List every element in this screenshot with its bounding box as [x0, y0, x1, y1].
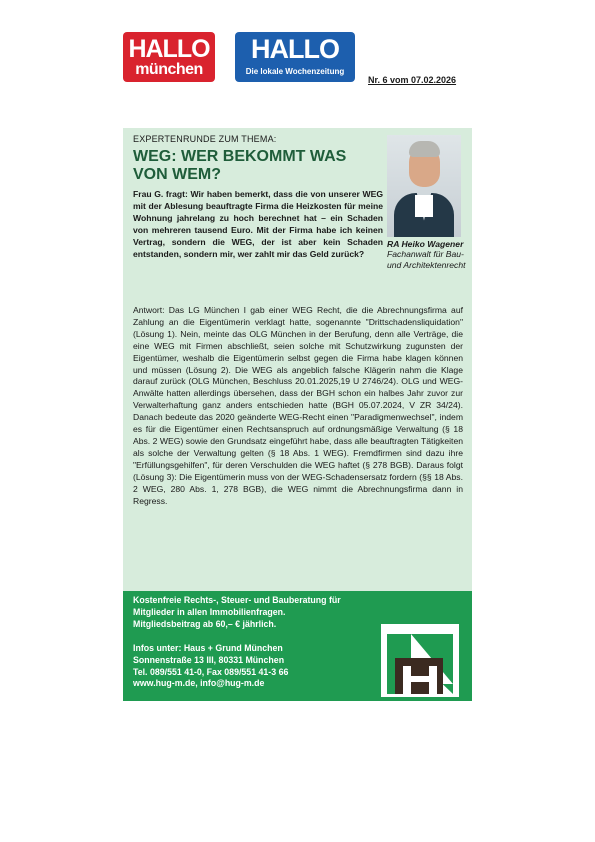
expert-answer: Antwort: Das LG München I gab einer WEG Recht, die die Abrechnungsfirma auf Zahlung an die Eigentümerin verklagt hatte, sogenannte "Drittschadensliquidation" (Lösung 1). Nein, meinte das OLG München in der Berufung, denn alle Verträge, die eine WEG mit Firmen abschließt, seien solche mit Schutzwirkung zugunsten der Eigentümer, weshalb die Eigentümerin selbst gegen die Firma habe klagen können und müssen (Lösung 2). Die WEG als angeblich falsche Klägerin nahm die Klage darauf zurück (OLG München, Beschluss 20.01.2025,19 U 2746/24). OLG und WEG-Anwälte hatten allerdings übersehen, dass der BGH schon ein halbes Jahr zuvor zur Verwalterhaftung ganz anders entschieden hatte (BGH 05.07.2024, V ZR 34/24). Danach bedeute das 2020 geänderte WEG-Recht einen "Paradigmenwechsel", indem es für die Eigentümer einen Rechtsanspruch auf ordnungsmäßige Verwaltung (§ 18 Abs. 2 WEG) sowie den Grundsatz eingeführt habe, dass alle beauftragten Tätigkeiten als solche der Verwaltung gelten (§ 18 Abs. 1 WEG). Fremdfirmen sind dazu ihre "Erfüllungsgehilfen", für deren Verschulden die WEG haftet (§ 278 BGB). Daraus folgt (Lösung 3): Die Eigentümerin muss von der WEG-Schadensersatz fordern (§§ 18 Abs. 2 WEG, 280 Abs. 1, 278 BGB), die WEG nimmt die Abrechnungsfirma dann in Regress.	[133, 305, 463, 506]
promo-line-4: Sonnenstraße 13 III, 80331 München	[133, 654, 285, 665]
logo-right-bottom: Die lokale Wochenzeitung	[245, 67, 345, 76]
promo-box	[123, 591, 472, 701]
logo-right-top: HALLO	[251, 34, 339, 64]
expert-role: Fachanwalt für Bau- und Architektenrecht	[387, 249, 466, 270]
promo-text	[133, 595, 383, 690]
promo-line-5: Tel. 089/551 41-0, Fax 089/551 41-3 66	[133, 666, 289, 677]
promo-line-1: Kostenfreie Rechts-, Steuer- und Bauberatung für Mitglieder in allen Immobilienfragen.	[133, 595, 341, 617]
expert-name: RA Heiko Wagener	[387, 239, 464, 249]
reader-question: Frau G. fragt: Wir haben bemerkt, dass die von unserer WEG mit der Ablesung beauftragte Firma die Heizkosten für meine Wohnung jahrelang zu hoch berechnet hat – ein Schaden von mehreren tausend Euro. Mit der Firma habe ich keinen Vertrag, sondern die WEG, der ist aber kein Schaden entstanden, sondern mir, wer zahlt mir das Geld zurück?	[133, 189, 383, 259]
promo-line-2: Mitgliedsbeitrag ab 60,– € jährlich.	[133, 618, 277, 629]
hallo-muenchen-logo	[123, 32, 215, 82]
logo-left-top: HALLO	[128, 35, 210, 63]
house-logo-icon	[381, 624, 459, 697]
expert-photo	[387, 135, 461, 237]
hallo-wochenzeitung-logo	[235, 32, 355, 82]
expert-caption	[387, 239, 467, 270]
article-headline: WEG: WER BEKOMMT WAS VON WEM?	[133, 148, 347, 183]
article-box	[123, 128, 472, 591]
expert-hair	[409, 141, 440, 157]
haus-und-grund-logo	[381, 624, 459, 697]
promo-line-6[interactable]: www.hug-m.de, info@hug-m.de	[133, 678, 265, 689]
issue-line: Nr. 6 vom 07.02.2026	[368, 75, 457, 85]
expert-collar	[415, 195, 433, 217]
promo-line-3: Infos unter: Haus + Grund München	[133, 642, 283, 653]
logo-left-bottom: münchen	[135, 61, 203, 78]
article-kicker: EXPERTENRUNDE ZUM THEMA:	[133, 134, 277, 144]
